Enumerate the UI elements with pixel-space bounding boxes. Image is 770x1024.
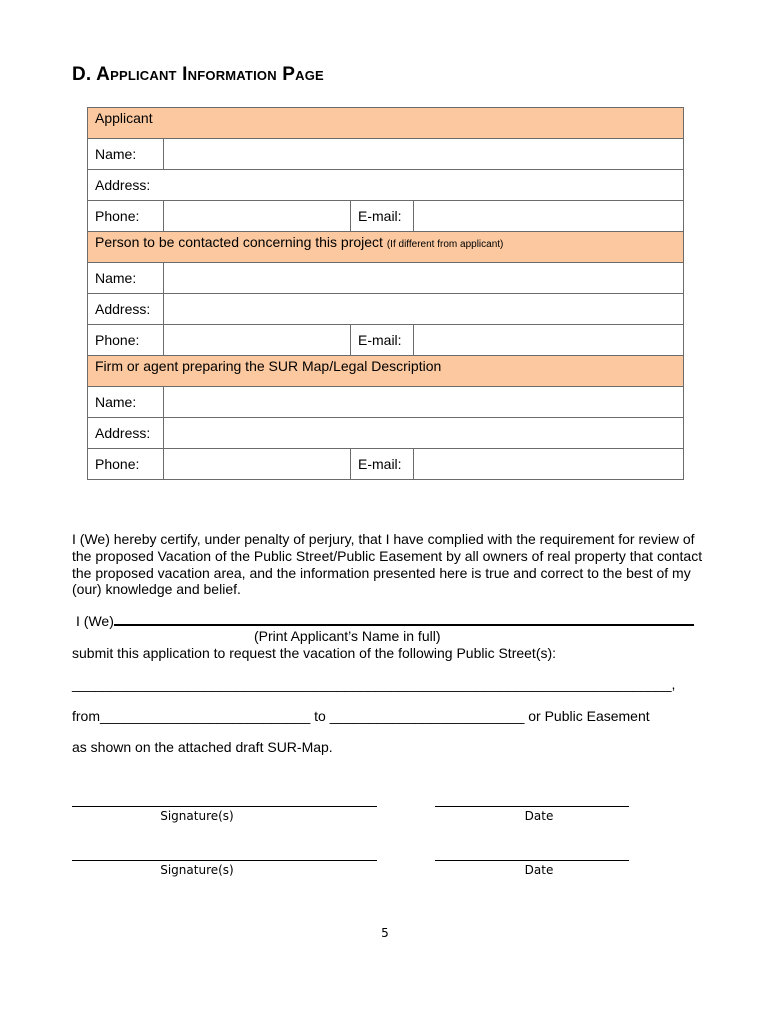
page-number: 5 <box>381 926 389 940</box>
date-label-1: Date <box>524 809 554 823</box>
section-heading-firm: Firm or agent preparing the SUR Map/Legal Description <box>88 356 684 387</box>
phone-label: Phone: <box>88 325 164 356</box>
name-label: Name: <box>88 139 164 170</box>
address-label: Address: <box>88 418 164 449</box>
name-label: Name: <box>88 263 164 294</box>
easement-label: or Public Easement <box>524 708 650 724</box>
applicant-name-field[interactable] <box>164 139 684 170</box>
from-to-line <box>72 708 650 724</box>
applicant-phone-field[interactable] <box>164 201 351 232</box>
applicant-address-field[interactable] <box>88 170 684 201</box>
applicant-prefix: I (We) <box>76 613 114 629</box>
to-blank[interactable]: _________________________ <box>329 708 525 724</box>
address-label: Address: <box>95 177 151 193</box>
contact-phone-field[interactable] <box>164 325 351 356</box>
date-line-1[interactable] <box>435 806 629 807</box>
date-line-2[interactable] <box>435 860 629 861</box>
signature-line-1[interactable] <box>72 806 377 807</box>
certification-text: I (We) hereby certify, under penalty of perjury, that I have complied with the requirement for review of the proposed Vacation of the Public Street/Public Easement by all owners of real property that contact the proposed vacation area, and the information presented here is true and correct to the best of my (our) knowledge and belief. <box>72 531 703 598</box>
street-blank[interactable]: _____________________________________________________________________________, <box>72 676 676 692</box>
applicant-info-table <box>87 107 684 480</box>
contact-address-field[interactable] <box>164 294 684 325</box>
section-heading-applicant: Applicant <box>88 108 684 139</box>
email-label: E-mail: <box>351 449 414 480</box>
submit-text: submit this application to request the vacation of the following Public Street(s): <box>72 645 557 661</box>
firm-phone-field[interactable] <box>164 449 351 480</box>
from-blank[interactable]: ___________________________ <box>100 708 311 724</box>
email-label: E-mail: <box>351 201 414 232</box>
signature-label-2: Signature(s) <box>160 863 234 877</box>
to-label: to <box>310 708 330 724</box>
firm-email-field[interactable] <box>414 449 684 480</box>
from-label: from <box>72 708 100 724</box>
date-label-2: Date <box>524 863 554 877</box>
section-heading-contact: Person to be contacted concerning this project (If different from applicant) <box>88 232 684 263</box>
firm-address-field[interactable] <box>164 418 684 449</box>
phone-label: Phone: <box>88 201 164 232</box>
name-label: Name: <box>88 387 164 418</box>
print-name-caption: (Print Applicant’s Name in full) <box>254 628 441 644</box>
phone-label: Phone: <box>88 449 164 480</box>
print-name-blank[interactable] <box>114 612 694 626</box>
address-label: Address: <box>88 294 164 325</box>
print-name-line <box>76 612 694 629</box>
signature-label-1: Signature(s) <box>160 809 234 823</box>
contact-name-field[interactable] <box>164 263 684 294</box>
email-label: E-mail: <box>351 325 414 356</box>
contact-email-field[interactable] <box>414 325 684 356</box>
attached-map-text: as shown on the attached draft SUR-Map. <box>72 739 333 755</box>
signature-line-2[interactable] <box>72 860 377 861</box>
applicant-email-field[interactable] <box>414 201 684 232</box>
firm-name-field[interactable] <box>164 387 684 418</box>
page-title: D. Applicant Information Page <box>72 64 324 85</box>
